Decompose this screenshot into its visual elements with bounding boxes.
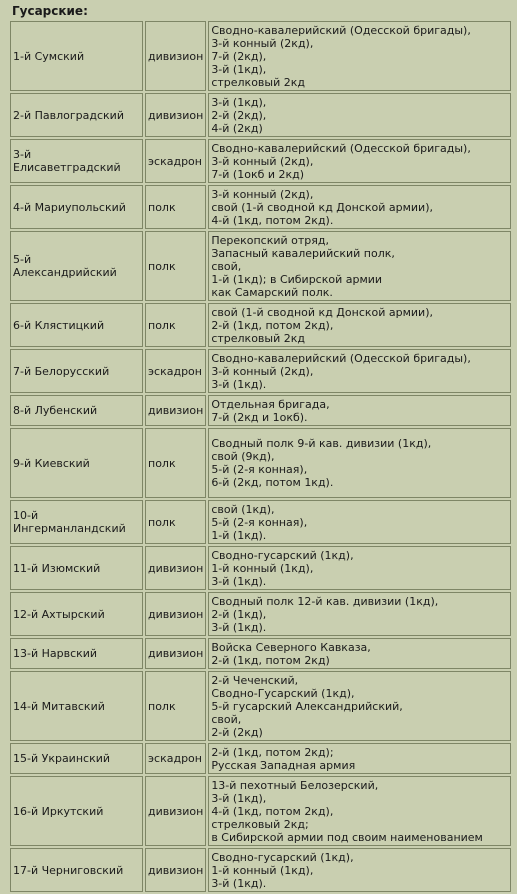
cell-line: Запасный кавалерийский полк, xyxy=(211,246,395,260)
cell-line: 7-й (2кд и 1окб). xyxy=(211,410,308,424)
cell-line: 3-й (1кд). xyxy=(211,377,267,391)
regiment-name-cell xyxy=(10,185,143,229)
cell-line: стрелковый 2кд xyxy=(211,75,305,89)
cell-line: 14-й Митавский xyxy=(13,699,105,713)
unit-type-cell xyxy=(145,303,206,347)
regiment-name-cell xyxy=(10,500,143,544)
cell-text: эскадрон xyxy=(148,364,202,378)
units-cell xyxy=(208,592,511,636)
cell-line: 5-й xyxy=(13,253,32,266)
cell-line: свой, xyxy=(211,712,242,726)
cell-line: 4-й Мариупольский xyxy=(13,200,126,214)
cell-line: Сводно-кавалерийский (Одесской бригады), xyxy=(211,351,471,365)
cell-line: 10-й xyxy=(13,509,39,522)
regiment-name-cell xyxy=(10,428,143,498)
table-row xyxy=(10,638,511,669)
regiment-name-cell xyxy=(10,349,143,393)
cell-line: 8-й Лубенский xyxy=(13,404,98,417)
units-cell xyxy=(208,93,511,137)
regiment-name-cell xyxy=(10,21,143,91)
cell-text: дивизион xyxy=(148,404,204,417)
cell-line: 3-й конный (2кд), xyxy=(211,187,314,201)
units-cell xyxy=(208,743,511,774)
cell-line: стрелковый 2кд; xyxy=(211,817,309,831)
cell-line: Елисаветградский xyxy=(13,161,121,174)
cell-line: 15-й Украинский xyxy=(13,752,111,765)
unit-type-cell xyxy=(145,592,206,636)
cell-line: Сводный полк 12-й кав. дивизии (1кд), xyxy=(211,594,439,608)
cell-line: стрелковый 2кд xyxy=(211,331,305,345)
cell-line: 17-й Черниговский xyxy=(13,863,124,877)
cell-line: Сводно-кавалерийский (Одесской бригады), xyxy=(211,23,471,37)
unit-type-cell xyxy=(145,500,206,544)
cell-line: 5-й гусарский Александрийский, xyxy=(211,699,403,713)
cell-text: дивизион xyxy=(148,108,204,122)
regiment-name-cell xyxy=(10,93,143,137)
units-cell xyxy=(208,185,511,229)
unit-type-cell xyxy=(145,21,206,91)
cell-line: 7-й (2кд), xyxy=(211,49,267,63)
cell-line: 13-й Нарвский xyxy=(13,647,98,660)
table-row xyxy=(10,776,511,846)
regiment-name-cell xyxy=(10,231,143,301)
cell-line: 9-й Киевский xyxy=(13,456,90,470)
cell-line: 2-й (2кд), xyxy=(211,108,267,122)
cell-text: полк xyxy=(148,259,176,273)
table-row xyxy=(10,500,511,544)
cell-line: 5-й (2-я конная), xyxy=(211,463,308,476)
cell-line: 1-й Сумский xyxy=(13,49,85,63)
units-cell xyxy=(208,848,511,892)
units-cell xyxy=(208,349,511,393)
cell-line: 11-й Изюмский xyxy=(13,561,101,575)
unit-type-cell xyxy=(145,776,206,846)
cell-line: 3-й (1кд). xyxy=(211,876,267,890)
cell-line: в Сибирской армии под своим наименованием xyxy=(211,830,483,844)
cell-line: 1-й (1кд); в Сибирской армии xyxy=(211,272,383,286)
cell-line: Ингерманландский xyxy=(13,522,126,535)
cell-text: эскадрон xyxy=(148,154,202,168)
cell-line: 2-й Павлоградский xyxy=(13,108,124,122)
unit-type-cell xyxy=(145,546,206,590)
table-row xyxy=(10,349,511,393)
units-cell xyxy=(208,428,511,498)
table-row xyxy=(10,21,511,91)
cell-line: 2-й (2кд) xyxy=(211,725,263,739)
table-row xyxy=(10,231,511,301)
cell-line: 3-й конный (2кд), xyxy=(211,364,314,378)
cell-line: 2-й Чеченский, xyxy=(211,673,299,687)
cell-line: 3-й (1кд). xyxy=(211,620,267,634)
cell-line: 5-й (2-я конная), xyxy=(211,515,308,529)
cell-line: Сводно-кавалерийский (Одесской бригады), xyxy=(211,141,471,155)
cell-line: свой (1кд), xyxy=(211,502,275,516)
units-cell xyxy=(208,139,511,183)
cell-text: полк xyxy=(148,200,176,214)
cell-line: 2-й (1кд, потом 2кд), xyxy=(211,318,334,332)
table-row xyxy=(10,743,511,774)
unit-type-cell xyxy=(145,848,206,892)
cell-text: полк xyxy=(148,318,176,332)
cell-line: Сводный полк 9-й кав. дивизии (1кд), xyxy=(211,437,432,450)
unit-type-cell xyxy=(145,231,206,301)
cell-line: 6-й (2кд, потом 1кд). xyxy=(211,476,334,489)
table-row xyxy=(10,671,511,741)
cell-line: Отдельная бригада, xyxy=(211,397,330,411)
units-cell xyxy=(208,231,511,301)
cell-text: полк xyxy=(148,515,176,529)
regiment-name-cell xyxy=(10,546,143,590)
cell-line: Александрийский xyxy=(13,266,117,279)
cell-line: 4-й (1кд, потом 2кд), xyxy=(211,804,334,818)
regiment-name-cell xyxy=(10,848,143,892)
unit-type-cell xyxy=(145,428,206,498)
table-row xyxy=(10,546,511,590)
cell-line: Русская Западная армия xyxy=(211,758,356,772)
cell-line: 4-й (1кд, потом 2кд). xyxy=(211,213,334,227)
cell-line: 1-й конный (1кд), xyxy=(211,863,314,877)
regiments-table xyxy=(8,19,513,894)
cell-text: дивизион xyxy=(148,49,204,63)
cell-text: дивизион xyxy=(148,804,204,818)
cell-text: дивизион xyxy=(148,863,204,877)
cell-line: 16-й Иркутский xyxy=(13,804,104,818)
cell-line: Перекопский отряд, xyxy=(211,233,329,247)
unit-type-cell xyxy=(145,93,206,137)
units-cell xyxy=(208,21,511,91)
cell-line: Сводно-Гусарский (1кд), xyxy=(211,686,355,700)
cell-line: 3-й конный (2кд), xyxy=(211,36,314,50)
cell-line: 3-й (1кд), xyxy=(211,791,267,805)
cell-text: полк xyxy=(148,456,176,470)
table-row xyxy=(10,303,511,347)
units-cell xyxy=(208,500,511,544)
cell-line: 3-й (1кд), xyxy=(211,62,267,76)
table-row xyxy=(10,93,511,137)
cell-line: 6-й Клястицкий xyxy=(13,318,105,332)
regiment-name-cell xyxy=(10,303,143,347)
cell-line: 4-й (2кд) xyxy=(211,121,263,135)
cell-line: Сводно-гусарский (1кд), xyxy=(211,548,354,562)
unit-type-cell xyxy=(145,139,206,183)
cell-line: 3-й (1кд). xyxy=(211,574,267,588)
unit-type-cell xyxy=(145,395,206,426)
cell-line: 13-й пехотный Белозерский, xyxy=(211,778,379,792)
cell-text: полк xyxy=(148,699,176,713)
units-cell xyxy=(208,395,511,426)
regiment-name-cell xyxy=(10,592,143,636)
cell-text: дивизион xyxy=(148,607,204,621)
cell-text: эскадрон xyxy=(148,752,202,765)
units-cell xyxy=(208,776,511,846)
units-cell xyxy=(208,671,511,741)
cell-line: 7-й (1окб и 2кд) xyxy=(211,167,305,181)
cell-line: свой (1-й сводной кд Донской армии), xyxy=(211,305,433,319)
unit-type-cell xyxy=(145,638,206,669)
regiment-name-cell xyxy=(10,395,143,426)
cell-line: 2-й (1кд, потом 2кд); xyxy=(211,745,334,759)
regiment-name-cell xyxy=(10,671,143,741)
unit-type-cell xyxy=(145,185,206,229)
table-row xyxy=(10,139,511,183)
cell-line: 2-й (1кд, потом 2кд) xyxy=(211,653,330,667)
cell-line: 1-й (1кд). xyxy=(211,528,267,542)
cell-text: дивизион xyxy=(148,647,204,660)
cell-line: 2-й (1кд), xyxy=(211,607,267,621)
cell-line: 12-й Ахтырский xyxy=(13,607,105,621)
cell-text: дивизион xyxy=(148,561,204,575)
cell-line: 3-й (1кд), xyxy=(211,95,267,109)
table-row xyxy=(10,395,511,426)
table-row xyxy=(10,185,511,229)
cell-line: Сводно-гусарский (1кд), xyxy=(211,850,354,864)
regiment-name-cell xyxy=(10,776,143,846)
table-row xyxy=(10,848,511,892)
cell-line: Войска Северного Кавказа, xyxy=(211,640,371,654)
table-row xyxy=(10,428,511,498)
cell-line: 3-й xyxy=(13,148,32,161)
units-cell xyxy=(208,303,511,347)
cell-line: свой (1-й сводной кд Донской армии), xyxy=(211,200,433,214)
regiments-table-body xyxy=(10,21,511,892)
cell-line: свой, xyxy=(211,259,242,273)
cell-line: как Самарский полк. xyxy=(211,285,333,299)
cell-line: свой (9кд), xyxy=(211,450,275,463)
cell-line: 1-й конный (1кд), xyxy=(211,561,314,575)
unit-type-cell xyxy=(145,671,206,741)
units-cell xyxy=(208,638,511,669)
table-row xyxy=(10,592,511,636)
cell-line: 7-й Белорусский xyxy=(13,364,110,378)
regiment-name-cell xyxy=(10,139,143,183)
unit-type-cell xyxy=(145,743,206,774)
regiment-name-cell xyxy=(10,638,143,669)
regiment-name-cell xyxy=(10,743,143,774)
cell-line: 3-й конный (2кд), xyxy=(211,154,314,168)
section-heading: Гусарские: xyxy=(12,4,88,18)
units-cell xyxy=(208,546,511,590)
unit-type-cell xyxy=(145,349,206,393)
